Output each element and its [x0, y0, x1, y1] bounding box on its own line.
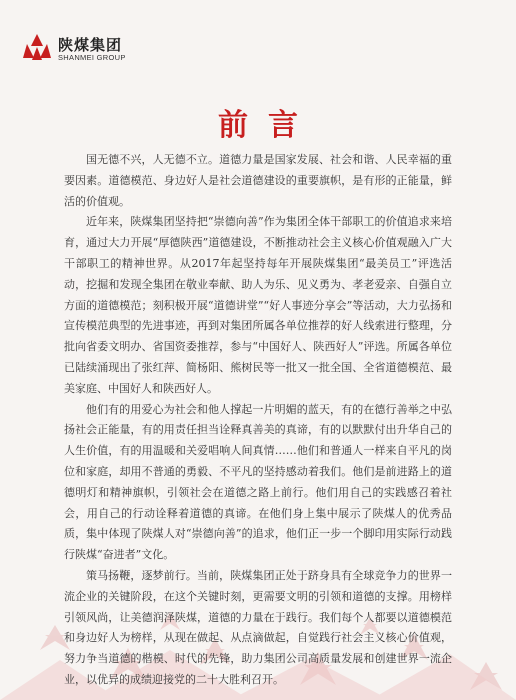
brand-header — [22, 28, 222, 68]
paragraph-1: 国无德不兴，人无德不立。道德力量是国家发展、社会和谐、人民幸福的重要因素。道德模范、身边好人是社会道德建设的重要旗帜，是有形的正能量，鲜活的价值观。 — [64, 153, 452, 208]
shanmei-logo-icon — [22, 32, 52, 62]
preface-body — [64, 150, 452, 691]
brand-name-en: SHANMEI GROUP — [58, 53, 126, 62]
page-title: 前言 — [218, 108, 318, 143]
paragraph-3: 他们有的用爱心为社会和他人撑起一片明媚的蓝天，有的在德行善举之中弘扬社会正能量，有的用责任担当诠释真善美的真谛，有的以默默付出升华自己的人生价值，有的用温暖和关爱唱响人间真情……他们和普通人一样来自平凡的岗位和家庭，却用不普通的勇毅、不平凡的坚持感动着我们。他们是前进路上的道德明灯和精神旗帜，引领社会在道德之路上前行。他们用自己的实践感召着社会，用自己的行动诠释着道德的真谛。在他们身上集中展示了陕煤人的优秀品质，集中体现了陕煤人对“崇德向善”的追求，他们正一步一个脚印用实际行动践行陕煤“奋进者”文化。 — [64, 402, 452, 562]
paragraph-4: 策马扬鞭，逐梦前行。当前，陕煤集团正处于跻身具有全球竞争力的世界一流企业的关键阶段，在这个关键时刻，更需要文明的引领和道德的支撑。用榜样引领风尚，让美德润泽陕煤，道德的力量在于践行。我们每个人都要以道德模范和身边好人为榜样，从现在做起、从点滴做起，自觉践行社会主义核心价值观，努力争当道德的楷模、时代的先锋，助力集团公司高质量发展和创建世界一流企业，以优异的成绩迎接党的二十大胜利召开。 — [64, 568, 452, 686]
brand-name-cn: 陕煤集团 — [58, 36, 123, 54]
paragraph-2: 近年来，陕煤集团坚持把“崇德向善”作为集团全体干部职工的价值追求来培育，通过大力开展“厚德陕西”道德建设，不断推动社会主义核心价值观融入广大干部职工的精神世界。从2017年起坚持每年开展陕煤集团“最美员工”评选活动，挖掘和发现全集团在敬业奉献、助人为乐、见义勇为、孝老爱亲、自强自立方面的道德模范；刻积极开展“道德讲堂”“好人事迹分享会”等活动，大力弘扬和宣传模范典型的先进事迹，再到对集团所属各单位推荐的好人线索进行整理，分批向省委文明办、省国资委推荐，参与“中国好人、陕西好人”评选。所属各单位已陆续涌现出了张红萍、简杨阳、熊树民等一批又一批全国、全省道德模范、最美家庭、中国好人和陕西好人。 — [64, 215, 452, 395]
